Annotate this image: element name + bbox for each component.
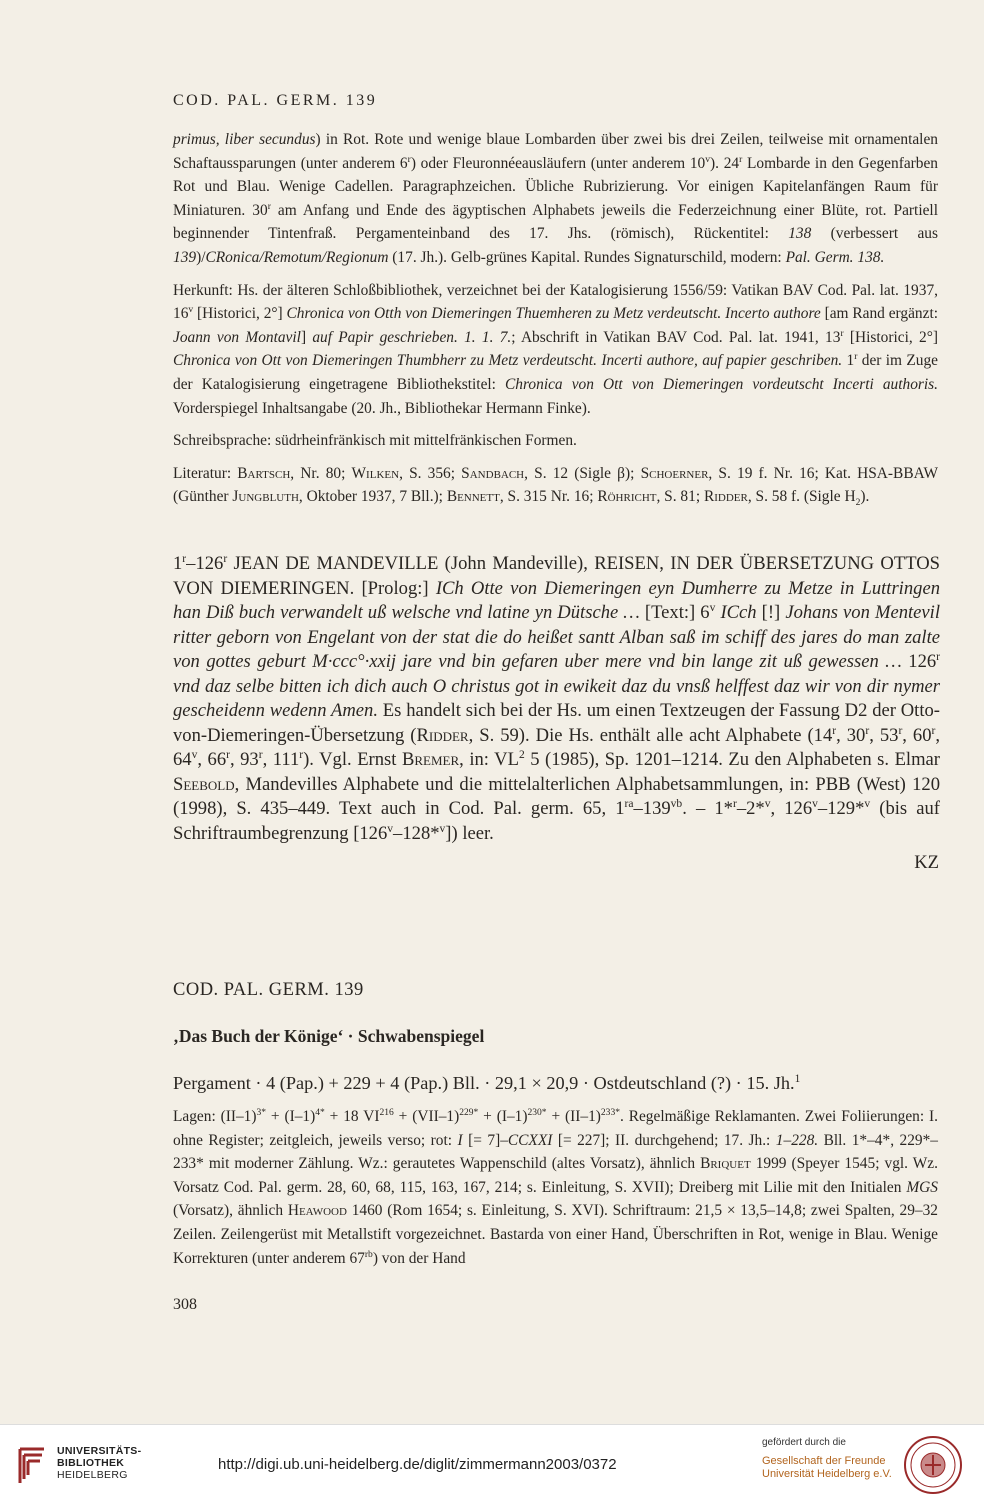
text-run: r [936,650,941,663]
text-run: . – 1* [682,798,733,819]
text-run: , Nr. 80; [290,464,352,482]
text-run: v [764,797,771,810]
text-run: Bennett [446,488,500,506]
text-run: r [267,200,271,212]
text-run: , S. 59). Die Hs. enthält alle acht Alphabete (14 [468,724,833,746]
text-run: , 111 [262,749,300,770]
ub-line-1: UNIVERSITÄTS- [57,1445,142,1457]
text-run: Ridder [703,488,748,506]
text-run: 139 [173,248,197,266]
text-run: –129* [817,798,865,819]
text-run: Joann von Montavil [173,328,301,346]
text-run: ra [624,797,634,810]
text-run: )/ [196,248,206,266]
text-run: r [223,552,228,565]
text-run: vb [670,797,683,810]
author-signature: KZ [914,852,939,873]
text-run: , S. 12 (Sigle β); [524,464,641,482]
text-run: 1–228. [775,1131,819,1149]
text-run: , S. 81; [656,488,704,506]
text-run: –2* [736,798,765,819]
text-run: primus, liber secundus [173,131,316,148]
running-head: COD. PAL. GERM. 139 [173,92,378,109]
text-run: v [188,304,194,316]
collation-paragraph [173,1105,938,1270]
text-run: r [407,153,411,165]
text-run: ). [860,488,870,506]
text-run: Bartsch [237,464,291,482]
text-run: ICh Otte von Diemeringen eyn Dumherre zu Metze in Luttringen han Diß buch verwandelt uß welsche vnd latine yn Dütsche … [173,577,940,623]
description-block [173,128,938,518]
text-run: [= 227]; II. durchgehend; 17. Jh.: [552,1131,776,1149]
text-run: + 18 VI [324,1108,380,1125]
text-run: rb [364,1248,373,1260]
permalink-url[interactable]: http://digi.ub.uni-heidelberg.de/diglit/zimmermann2003/0372 [218,1456,617,1473]
text-run: Chronica von Ott von Diemeringen Thumbherr zu Metz verdeutscht. Incerti authore, auf papier geschriben. [173,352,843,370]
text-run: 1460 (Rom 1654; s. Einleitung, S. XVI). Schriftraum: 21,5 × 13,5–14,8; zwei Spalten, 29–32 Zeilen. Zeilengerüst mit Metallstift vorgezeichnet. Bastarda von einer Hand, Überschriften in Rot, wenige in Blau. Wenige Korrekturen (unter anderem 67 [173,1202,938,1267]
text-run: Chronica von Ott von Diemeringen vordeutscht Incerti authoris. [505,375,938,393]
text-run: ) von der Hand [372,1249,466,1267]
ub-line-3: HEIDELBERG [57,1469,128,1481]
text-run: am Anfang und Ende des ägyptischen Alphabets jeweils die Federzeichnung einer Blüte, rot. Partiell beginnender Tintenfraß. Pergamenteinband des 17. Jhs. (römisch), Rückentitel: [173,201,938,243]
text-run: JEAN DE MANDEVILLE (John Mandeville), REISEN, IN DER ÜBERSETZUNG OTTOS VON DIEMERINGEN. [Prolog:] [173,553,940,599]
text-run: ] [300,328,313,346]
sponsor-line-2: Universität Heidelberg e.V. [762,1468,892,1480]
text-run: –128* [393,822,440,844]
text-run: 138 [788,225,812,243]
text-run: v [387,822,394,835]
text-run: –139 [633,798,671,819]
text-run: 1 [173,553,183,574]
paragraph-decoration [173,128,938,270]
text-run: + (II–1) [546,1108,601,1125]
text-run: r [898,724,903,737]
text-run: 4* [315,1106,325,1118]
text-run: , Oktober 1937, 7 Bll.); [298,488,447,506]
text-run: (17. Jh.). Gelb-grünes Kapital. Rundes Signaturschild, modern: [388,248,786,266]
text-run: 229* [459,1106,479,1118]
text-run: 230* [527,1106,547,1118]
text-run: r [258,748,263,761]
text-run: r [832,724,837,737]
text-run: Chronica von Otth von Diemeringen Thuemheren zu Metz verdeutscht. Incerto authore [286,305,821,323]
text-run: 216 [379,1106,394,1118]
text-run: [Historici, 2°] [843,328,938,346]
ub-line-2: BIBLIOTHEK [57,1457,125,1469]
section-heading: COD. PAL. GERM. 139 [173,980,364,1000]
text-run: Bll. 1*–4*, 229*–233* mit moderner Zählung. Wz.: gerautetes Wappenschild (altes Vorsatz), ähnlich [173,1131,938,1173]
text-run: v [191,748,198,761]
text-run: Jungbluth [232,488,299,506]
text-run: [!] [756,602,786,623]
paragraph-literature [173,462,938,509]
text-run: MGS [906,1178,938,1196]
text-run: 5 (1985), Sp. 1201–1214. Zu den Alphabeten s. Elmar [524,749,941,770]
text-run: (Vorsatz), ähnlich [173,1202,288,1220]
text-run: [= 7]– [462,1131,508,1149]
university-seal-icon [903,1435,963,1495]
text-run: r [732,797,737,810]
university-library-name[interactable] [57,1445,141,1481]
text-run: v [812,797,818,810]
text-run: r [226,748,230,761]
text-run: vnd daz selbe bitten ich dich auch O christus got in ewikeit daz du vnsß helffest daz wir von dir nymer gescheidenn wedenn Amen. [173,675,940,721]
text-run: r [865,724,870,737]
text-run: , S. 58 f. (Sigle H [747,488,856,506]
text-run: Bremer [401,749,460,770]
text-run: [Text:] 6 [639,602,710,623]
text-run: ) oder Fleuronnéeausläufern (unter anderem 10 [410,154,706,172]
text-run: [Historici, 2°] [193,305,287,323]
text-run: , 93 [229,749,259,770]
text-run: Lombarde in den Gegenfarben Rot und Blau. Wenige Cadellen. Paragraphzeichen. Übliche Rubrizierung. Vor einigen Kapitelanfängen Raum für Miniaturen. 30 [173,154,938,219]
text-run: auf Papir geschrieben. 1. 1. 7. [312,328,512,346]
text-run: 2 [518,748,525,761]
text-run: der im Zuge der Katalogisierung eingetragene Bibliothekstitel: [173,352,938,393]
paragraph-language [173,429,938,453]
text-run: 3* [256,1106,267,1118]
text-run: r [299,748,304,761]
text-run: Seebold [173,773,235,795]
text-run: Pergament · 4 (Pap.) + 229 + 4 (Pap.) Bll. · 29,1 × 20,9 · Ostdeutschland (?) · 15. Jh. [173,1073,795,1093]
text-run: r [840,327,844,339]
text-run: , 53 [869,724,899,746]
text-run: r [739,153,743,165]
text-run: Wilken [351,464,400,482]
text-run: I [457,1131,463,1149]
text-run: , 30 [836,724,866,746]
text-run: ICch [720,602,757,623]
text-run: , S. 356; [399,464,462,482]
text-run: 1 [794,1072,801,1085]
sponsor-caption: gefördert durch die [762,1437,846,1448]
text-run: Schoerner [640,464,709,482]
sponsor-name[interactable] [762,1455,892,1481]
text-run: 233* [600,1106,620,1118]
paragraph-provenance [173,279,938,421]
university-library-logo-icon[interactable] [14,1443,50,1487]
text-run: (verbessert aus [811,225,938,243]
text-run: Herkunft: Hs. der älteren Schloßbibliothek, verzeichnet bei der Katalogisierung 1556/59: Vatikan BAV Cod. Pal. lat. 1937, 16 [173,281,938,323]
text-run: Heawood [287,1202,347,1220]
text-run: Sandbach [461,464,525,482]
sponsor-line-1: Gesellschaft der Freunde [762,1455,886,1467]
section-metadata [173,1073,800,1094]
text-run: CCXXI [507,1131,553,1149]
text-run: , 60 [902,724,932,746]
text-run: Vorderspiegel Inhaltsangabe (20. Jh., Bibliothekar Hermann Finke). [173,399,591,417]
text-run: ) in Rot. Rote und wenige blaue Lombarden über zwei bis drei Zeilen, teilweise mit ornamentalen Schaftaussparungen (unter anderem 6 [173,131,938,172]
text-run: 1999 (Speyer 1545; vgl. Wz. Vorsatz Cod. Pal. germ. 28, 60, 68, 115, 163, 167, 214; s. Einleitung, S. XVII); Dreiberg mit Lilie mit den Initialen [173,1155,938,1196]
text-run: , 64 [173,724,941,770]
text-run: v [709,601,716,614]
text-run: [am Rand ergänzt: [820,305,938,323]
content-entry [173,552,940,846]
text-run: 126 [901,651,937,672]
text-run: ]) leer. [445,822,494,844]
viewer-footer [0,1424,984,1502]
section-title: ‚Das Buch der Könige‘ · Schwabenspiegel [173,1026,485,1046]
text-run: ; Abschrift in Vatikan BAV Cod. Pal. lat. 1941, 13 [511,328,841,346]
text-run: , Mandevilles Alphabete und die mittelalterlichen Alphabetsammlungen, in: PBB (West) 120 (1998), S. 435–449. Text auch in Cod. Pal. germ. 65, 1 [173,773,940,819]
text-run: Röhricht [597,488,657,506]
text-run: r [854,351,858,363]
text-run: Lagen: (II–1) [173,1108,257,1125]
text-run: + (I–1) [266,1108,316,1125]
text-run: –126 [186,553,224,574]
text-run: Ridder [416,724,469,746]
text-run: Pal. Germ. 138. [785,248,885,266]
text-run: v [439,822,446,835]
text-run: + (I–1) [478,1108,528,1125]
text-run: + (VII–1) [393,1108,460,1125]
text-run: v [864,797,871,810]
text-run: v [705,153,711,165]
text-run: r [931,724,936,737]
text-run: (bis auf Schriftraumbegrenzung [126 [173,798,941,844]
text-run: Johans von Mentevil ritter geborn von Engelant von der stat die do heißet santt Alban saß im schiff des jares do man zalte von gottes geburt M·ccc°·xxij jare vnd bin gefaren uber mere vnd bin lange zit uß gewessen … [173,602,941,672]
text-run: Schreibsprache: südrheinfränkisch mit mittelfränkischen Formen. [173,432,577,450]
text-run: , 66 [197,749,227,770]
text-run: Es handelt sich bei der Hs. um einen Textzeugen der Fassung D2 der Otto-von-Diemeringen-Übersetzung ( [173,700,940,746]
text-run: Literatur: [173,464,238,482]
text-run: , in: VL [459,749,519,770]
text-run: , 126 [770,798,813,819]
text-run: r [182,552,187,565]
text-run: 1 [842,352,855,370]
text-run: ). Vgl. Ernst [303,749,402,770]
text-run: , S. 315 Nr. 16; [499,488,598,506]
text-run: ). 24 [710,154,740,172]
text-run: 2 [855,497,861,509]
text-run: . Regelmäßige Reklamanten. Zwei Foliierungen: I. ohne Register; zeitgleich, jeweils verso; rot: [173,1108,938,1149]
text-run: Briquet [700,1155,751,1173]
text-run: , S. 19 f. Nr. 16; Kat. HSA-BBAW (Günther [173,464,938,506]
page-number: 308 [173,1296,197,1313]
text-run: CRonica/Remotum/Regionum [205,248,389,266]
